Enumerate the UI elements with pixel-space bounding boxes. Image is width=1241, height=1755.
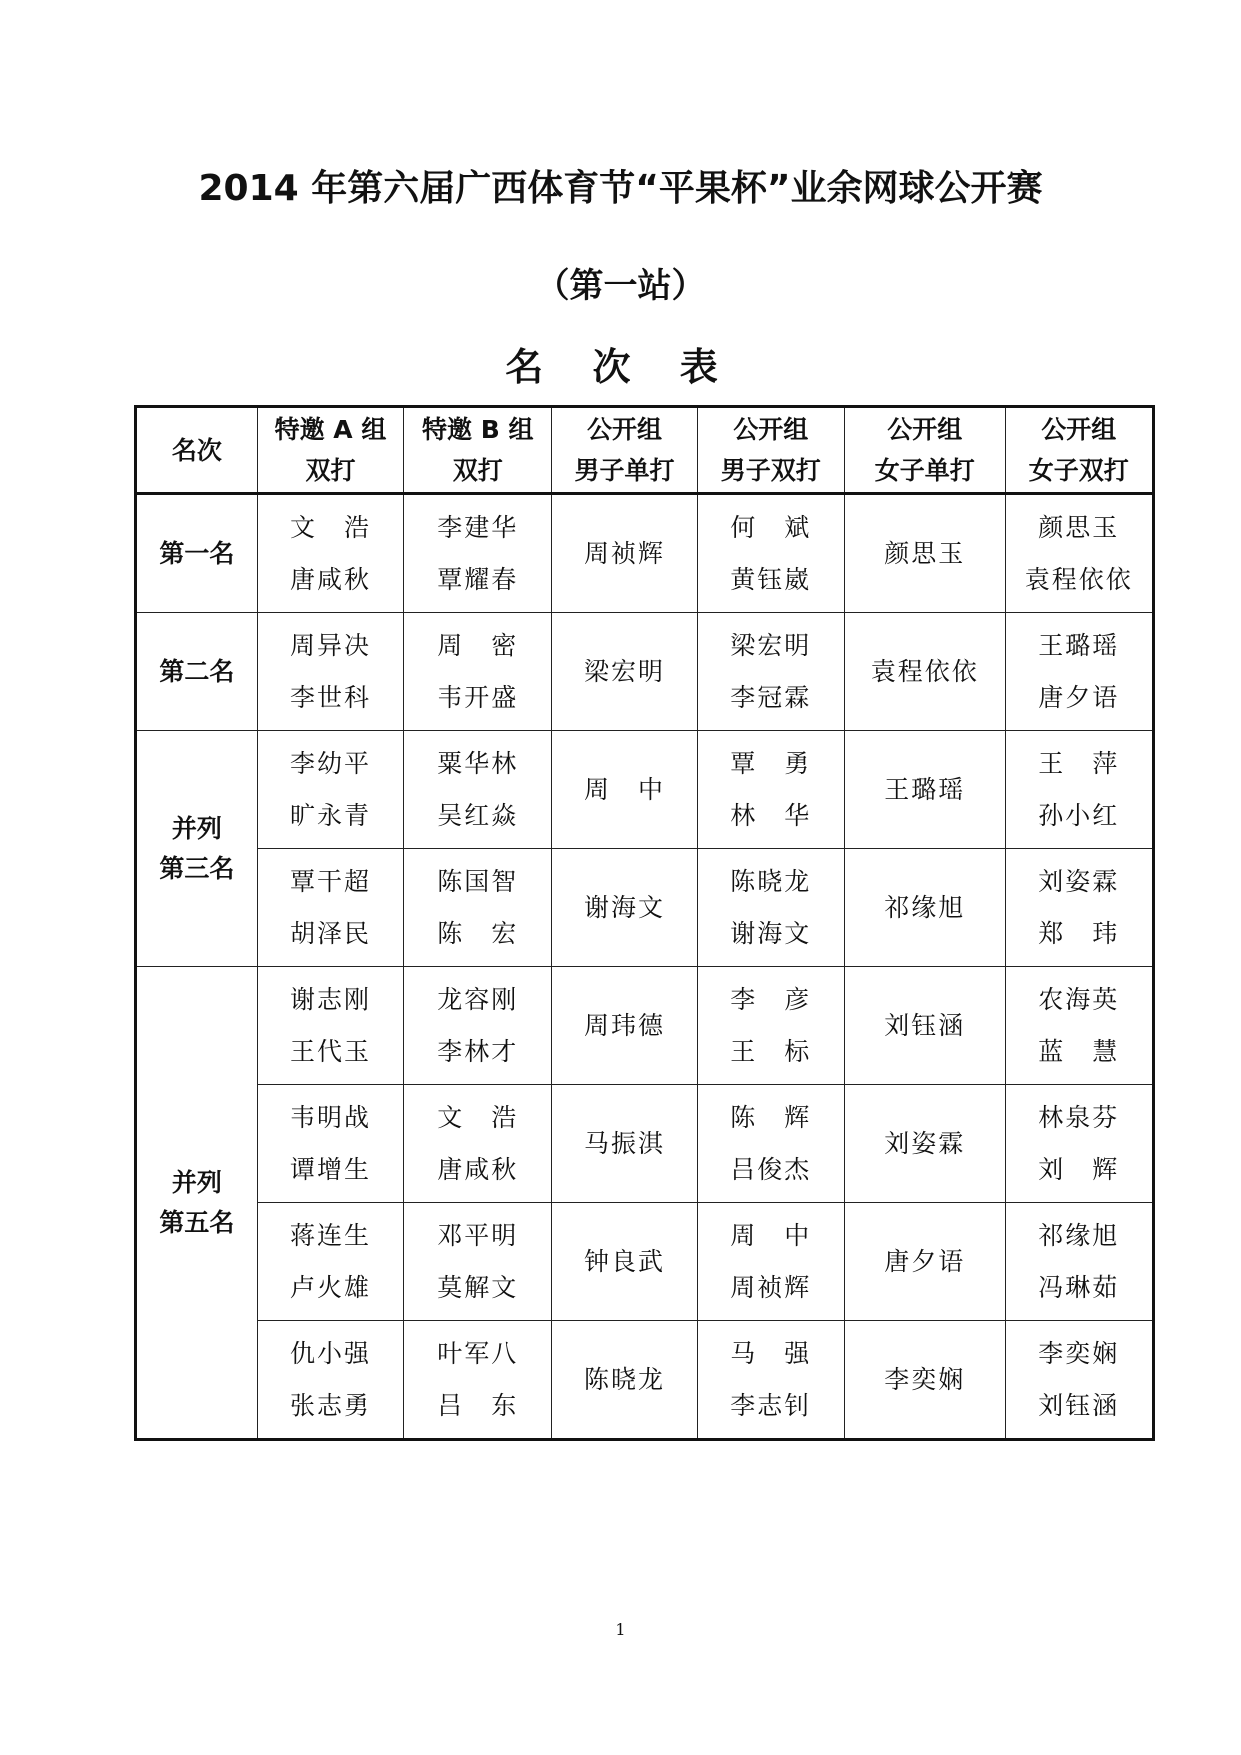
table-cell: 周祯辉	[552, 494, 697, 613]
table-cell: 王璐瑶	[844, 731, 1005, 849]
table-cell: 马振淇	[552, 1085, 697, 1203]
table-cell: 刘姿霖	[844, 1085, 1005, 1203]
header-open-women-singles: 公开组 女子单打	[844, 407, 1005, 494]
table-cell: 刘钰涵	[844, 967, 1005, 1085]
table-cell: 谢海文	[552, 849, 697, 967]
table-cell: 农海英 蓝 慧	[1005, 967, 1153, 1085]
table-cell: 唐夕语	[844, 1203, 1005, 1321]
table-cell: 文 浩 唐咸秋	[257, 494, 403, 613]
table-row	[136, 494, 1154, 613]
table-cell: 周 中 周祯辉	[697, 1203, 844, 1321]
header-open-men-doubles: 公开组 男子双打	[697, 407, 844, 494]
table-row	[136, 731, 1154, 849]
table-cell: 梁宏明	[552, 613, 697, 731]
table-cell: 龙容刚 李林才	[404, 967, 552, 1085]
table-cell: 周 密 韦开盛	[404, 613, 552, 731]
table-cell: 李 彦 王 标	[697, 967, 844, 1085]
table-cell: 粟华林 吴红焱	[404, 731, 552, 849]
table-cell: 韦明战 谭增生	[257, 1085, 403, 1203]
table-title: 名 次 表	[505, 345, 736, 389]
document-title: 2014 年第六届广西体育节“平果杯”业余网球公开赛	[198, 168, 1043, 209]
rank-tied-third: 并列 第三名	[136, 731, 258, 967]
table-row	[136, 613, 1154, 731]
header-invite-b-doubles: 特邀 B 组 双打	[404, 407, 552, 494]
table-cell: 马 强 李志钊	[697, 1321, 844, 1440]
header-rank: 名次	[136, 407, 258, 494]
document-subtitle: （第一站）	[535, 266, 706, 306]
table-cell: 李奕娴 刘钰涵	[1005, 1321, 1153, 1440]
table-cell: 李建华 覃耀春	[404, 494, 552, 613]
table-cell: 祁缘旭	[844, 849, 1005, 967]
header-open-men-singles: 公开组 男子单打	[552, 407, 697, 494]
table-cell: 陈晓龙 谢海文	[697, 849, 844, 967]
table-cell: 文 浩 唐咸秋	[404, 1085, 552, 1203]
table-cell: 袁程依依	[844, 613, 1005, 731]
table-cell: 陈 辉 吕俊杰	[697, 1085, 844, 1203]
table-cell: 仇小强 张志勇	[257, 1321, 403, 1440]
header-open-women-doubles: 公开组 女子双打	[1005, 407, 1153, 494]
table-cell: 钟良武	[552, 1203, 697, 1321]
table-cell: 叶军八 吕 东	[404, 1321, 552, 1440]
table-cell: 邓平明 莫解文	[404, 1203, 552, 1321]
table-row	[136, 1321, 1154, 1440]
table-cell: 谢志刚 王代玉	[257, 967, 403, 1085]
table-cell: 李奕娴	[844, 1321, 1005, 1440]
table-cell: 颜思玉	[844, 494, 1005, 613]
table-row	[136, 849, 1154, 967]
table-cell: 王 萍 孙小红	[1005, 731, 1153, 849]
table-cell: 蒋连生 卢火雄	[257, 1203, 403, 1321]
ranking-table	[134, 405, 1155, 1441]
table-cell: 周玮德	[552, 967, 697, 1085]
table-cell: 何 斌 黄钰崴	[697, 494, 844, 613]
rank-first: 第一名	[136, 494, 258, 613]
table-cell: 周异决 李世科	[257, 613, 403, 731]
header-invite-a-doubles: 特邀 A 组 双打	[257, 407, 403, 494]
header-row	[136, 407, 1154, 494]
table-cell: 周 中	[552, 731, 697, 849]
table-cell: 颜思玉 袁程依依	[1005, 494, 1153, 613]
table-cell: 陈晓龙	[552, 1321, 697, 1440]
table-cell: 刘姿霖 郑 玮	[1005, 849, 1153, 967]
table-row	[136, 967, 1154, 1085]
table-cell: 覃干超 胡泽民	[257, 849, 403, 967]
table-cell: 覃 勇 林 华	[697, 731, 844, 849]
table-cell: 王璐瑶 唐夕语	[1005, 613, 1153, 731]
table-cell: 陈国智 陈 宏	[404, 849, 552, 967]
table-cell: 祁缘旭 冯琳茹	[1005, 1203, 1153, 1321]
rank-second: 第二名	[136, 613, 258, 731]
table-cell: 林泉芬 刘 辉	[1005, 1085, 1153, 1203]
table-row	[136, 1203, 1154, 1321]
page-number: 1	[615, 1620, 626, 1639]
table-cell: 梁宏明 李冠霖	[697, 613, 844, 731]
table-row	[136, 1085, 1154, 1203]
table-cell: 李幼平 旷永青	[257, 731, 403, 849]
rank-tied-fifth: 并列 第五名	[136, 967, 258, 1440]
